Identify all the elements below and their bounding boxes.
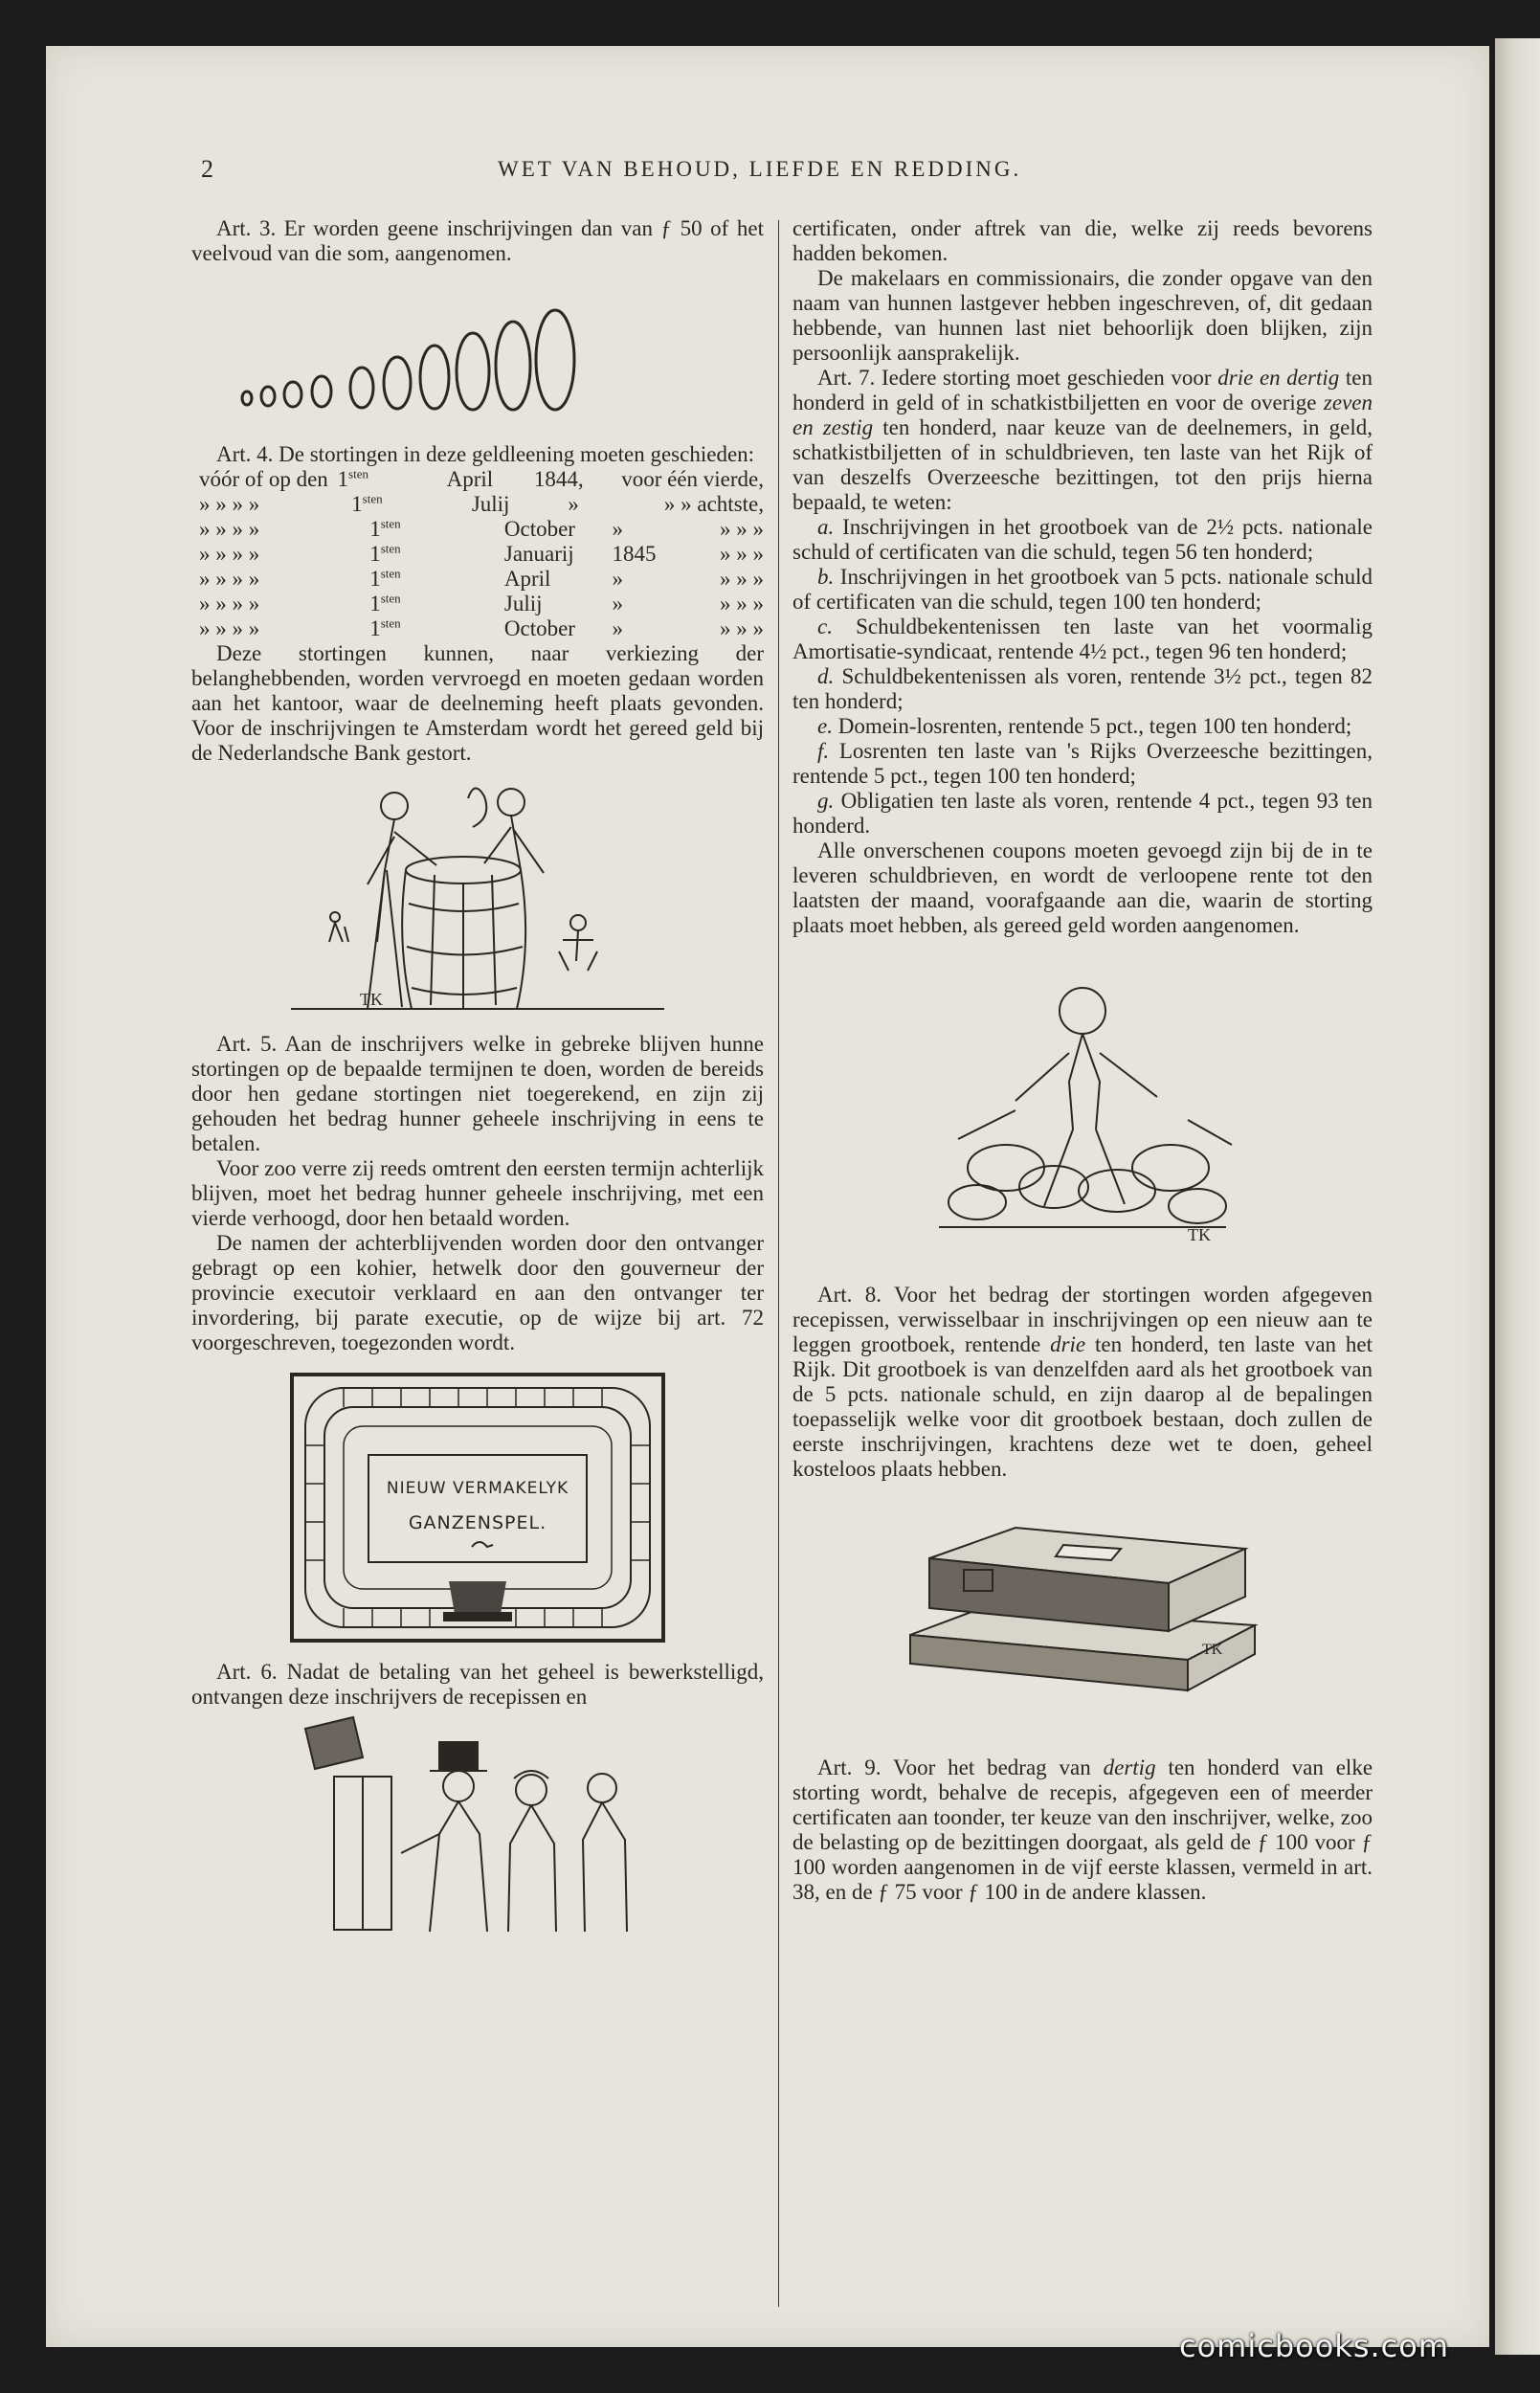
game-board-title: NIEUW VERMAKELYK [386,1479,569,1498]
art6-para-2: De makelaars en commissionairs, die zonder opgave van den naam van hunnen lastgever hebben ingeschreven, of, dit gedaan hebbende, van hunnen last niet behoorlijk doen blijken, zijn persoonlijk aansprakelijk. [792,266,1373,365]
running-head: WET VAN BEHOUD, LIEFDE EN REDDING. [498,157,1022,181]
art6-text: Art. 6. Nadat de betaling van het geheel is bewerkstelligd, ontvangen deze inschrijvers de recepissen en [191,1660,764,1709]
ledger-books-illustration [872,1520,1293,1711]
office-window-cartoon-illustration [296,1710,659,1939]
art5-para-2: Voor zoo verre zij reeds omtrent den eersten termijn achterlijk blijven, moet het bedrag hunner geheele inschrijving, met een vierde verhoogd, door hen betaald worden. [191,1156,764,1230]
schedule-row: » » » » $1^{sten}$ Julij » » » » [199,591,764,615]
site-watermark: comicbooks.com [1179,2328,1450,2364]
game-board-subtitle: GANZENSPEL. [408,1512,547,1533]
next-page-edge [1495,38,1540,2355]
art5-para-3: De namen der achterblijvenden worden door den ontvanger gebragt op een kohier, hetwelk door den gouverneur der provincie executoir verklaard en aan den ontvanger ter invordering, bij parate executie, op de wijze bij art. 72 voorgeschreven, toegezonden wordt. [191,1231,764,1354]
schedule-row: » » » » $1^{sten}$ Julij » » » achtste, [199,491,764,516]
art9-text: Art. 9. Voor het bedrag van dertig ten honderd van elke storting wordt, behalve de recepis, afgegeven een of meerder certificaten aan toonder, ter keuze van den inschrijver, welke, zoo de belasting op de bezittingen doorgaat, als geld de ƒ 100 voor ƒ 100 worden aangenomen in de vijf eerste klassen, vermeld in art. 38, en de ƒ 75 voor ƒ 100 in de andere klassen. [792,1756,1373,1904]
art3-text: Art. 3. Er worden geene inschrijvingen dan van ƒ 50 of het veelvoud van die som, aangenomen. [191,216,764,265]
art7-list-item: f. Losrenten ten laste van 's Rijks Overzeesche bezittingen, rentende 5 pct., tegen 100 ten honderd; [792,739,1373,788]
art7-list-item: e. Domein-losrenten, rentende 5 pct., tegen 100 ten honderd; [817,714,1352,738]
schedule-row: » » » » $1^{sten}$ October » » » » [199,615,764,640]
svg-text:TK: TK [1188,1225,1211,1244]
man-on-moneybags-cartoon-illustration [901,976,1264,1244]
art7-list-item: b. Inschrijvingen in het grootboek van 5 pcts. nationale schuld of certificaten van die schuld, tegen 100 ten honderd; [792,565,1373,614]
left-column [191,216,764,1939]
art6-continued: certificaten, onder aftrek van die, welke zij reeds bevorens hadden bekomen. [792,216,1373,265]
art5-para-1: Art. 5. Aan de inschrijvers welke in gebreke blijven hunne stortingen op de bepaalde termijnen te doen, worden de bereids door hen gedane stortingen niet toegerekend, en zijn zij gehouden het bedrag hunner geheele inschrijving in eens te betalen. [191,1032,764,1155]
ganzenspel-game-board-illustration [286,1369,669,1646]
schedule-row: » » » » $1^{sten}$ April » » » » [199,566,764,591]
page-number: 2 [201,155,213,183]
coin-ovals-illustration [191,276,764,429]
art7-list-item: d. Schuldbekentenissen als voren, rentende 3½ pct., tegen 82 ten honderd; [792,664,1373,713]
art7-text: Art. 7. Iedere storting moet geschieden voor drie en dertig ten honderd in geld of in schatkistbiljetten en voor de overige zeven en zestig ten honderd, naar keuze van de deelnemers, in geld, schatkistbiljetten of in schuldbrieven, ten laste van het Rijk of van deszelfs Overzeesche bezittingen, tot den prijs hierna bepaald, te weten: [792,366,1373,514]
svg-text:TK: TK [360,990,383,1009]
svg-text:TK: TK [1202,1642,1223,1658]
art4-intro: Art. 4. De stortingen in deze geldleening moeten geschieden: [216,442,755,466]
art4-body: Deze stortingen kunnen, naar verkiezing der belanghebbenden, worden vervroegd en moeten gedaan worden aan het kantoor, waar de deelneming heeft plaats gevonden. Voor de inschrijvingen te Amsterdam wordt het gereed geld bij de Nederlandsche Bank gestort. [191,641,764,765]
schedule-row: » » » » $1^{sten}$ October » » » » [199,516,764,541]
right-column [792,216,1373,1905]
payment-schedule [191,467,764,641]
schedule-row: » » » » $1^{sten}$ Januarij 1845 » » » [199,541,764,566]
art7-tail: Alle onverschenen coupons moeten gevoegd zijn bij de in te leveren schuldbrieven, en wordt de verloopene rente tot den laatsten der maand, voorafgaande aan die, waarin de storting plaats moet hebben, als gereed geld worden aangenomen. [792,839,1373,937]
art8-text: Art. 8. Voor het bedrag der stortingen worden afgegeven recepissen, verwisselbaar in inschrijvingen op een nieuw aan te leggen grootboek, rentende drie ten honderd, ten laste van het Rijk. Dit grootboek is van denzelfden aard als het grootboek van de 5 pcts. nationale schuld, en zijn daarop al de bepalingen toepasselijk welke voor dit grootboek bestaan, doch zullen de eerste inschrijvingen, krachtens deze wet te doen, geheel kosteloos plaats hebben. [792,1283,1373,1481]
schedule-row: vóór of op den $1^{sten}$ April 1844, voor één vierde, [199,466,764,491]
art7-list-item: a. Inschrijvingen in het grootboek van de 2½ pcts. nationale schuld of certificaten van die schuld, tegen 56 ten honderd; [792,515,1373,564]
column-rule [778,220,779,2307]
art7-items-list [792,515,1373,839]
barrel-cartoon-illustration [272,779,683,1018]
art7-list-item: c. Schuldbekentenissen ten laste van het voormalig Amortisatie-syndicaat, rentende 4½ pct., tegen 96 ten honderd; [792,615,1373,663]
art7-list-item: g. Obligatien ten laste als voren, rentende 4 pct., tegen 93 ten honderd. [792,789,1373,838]
